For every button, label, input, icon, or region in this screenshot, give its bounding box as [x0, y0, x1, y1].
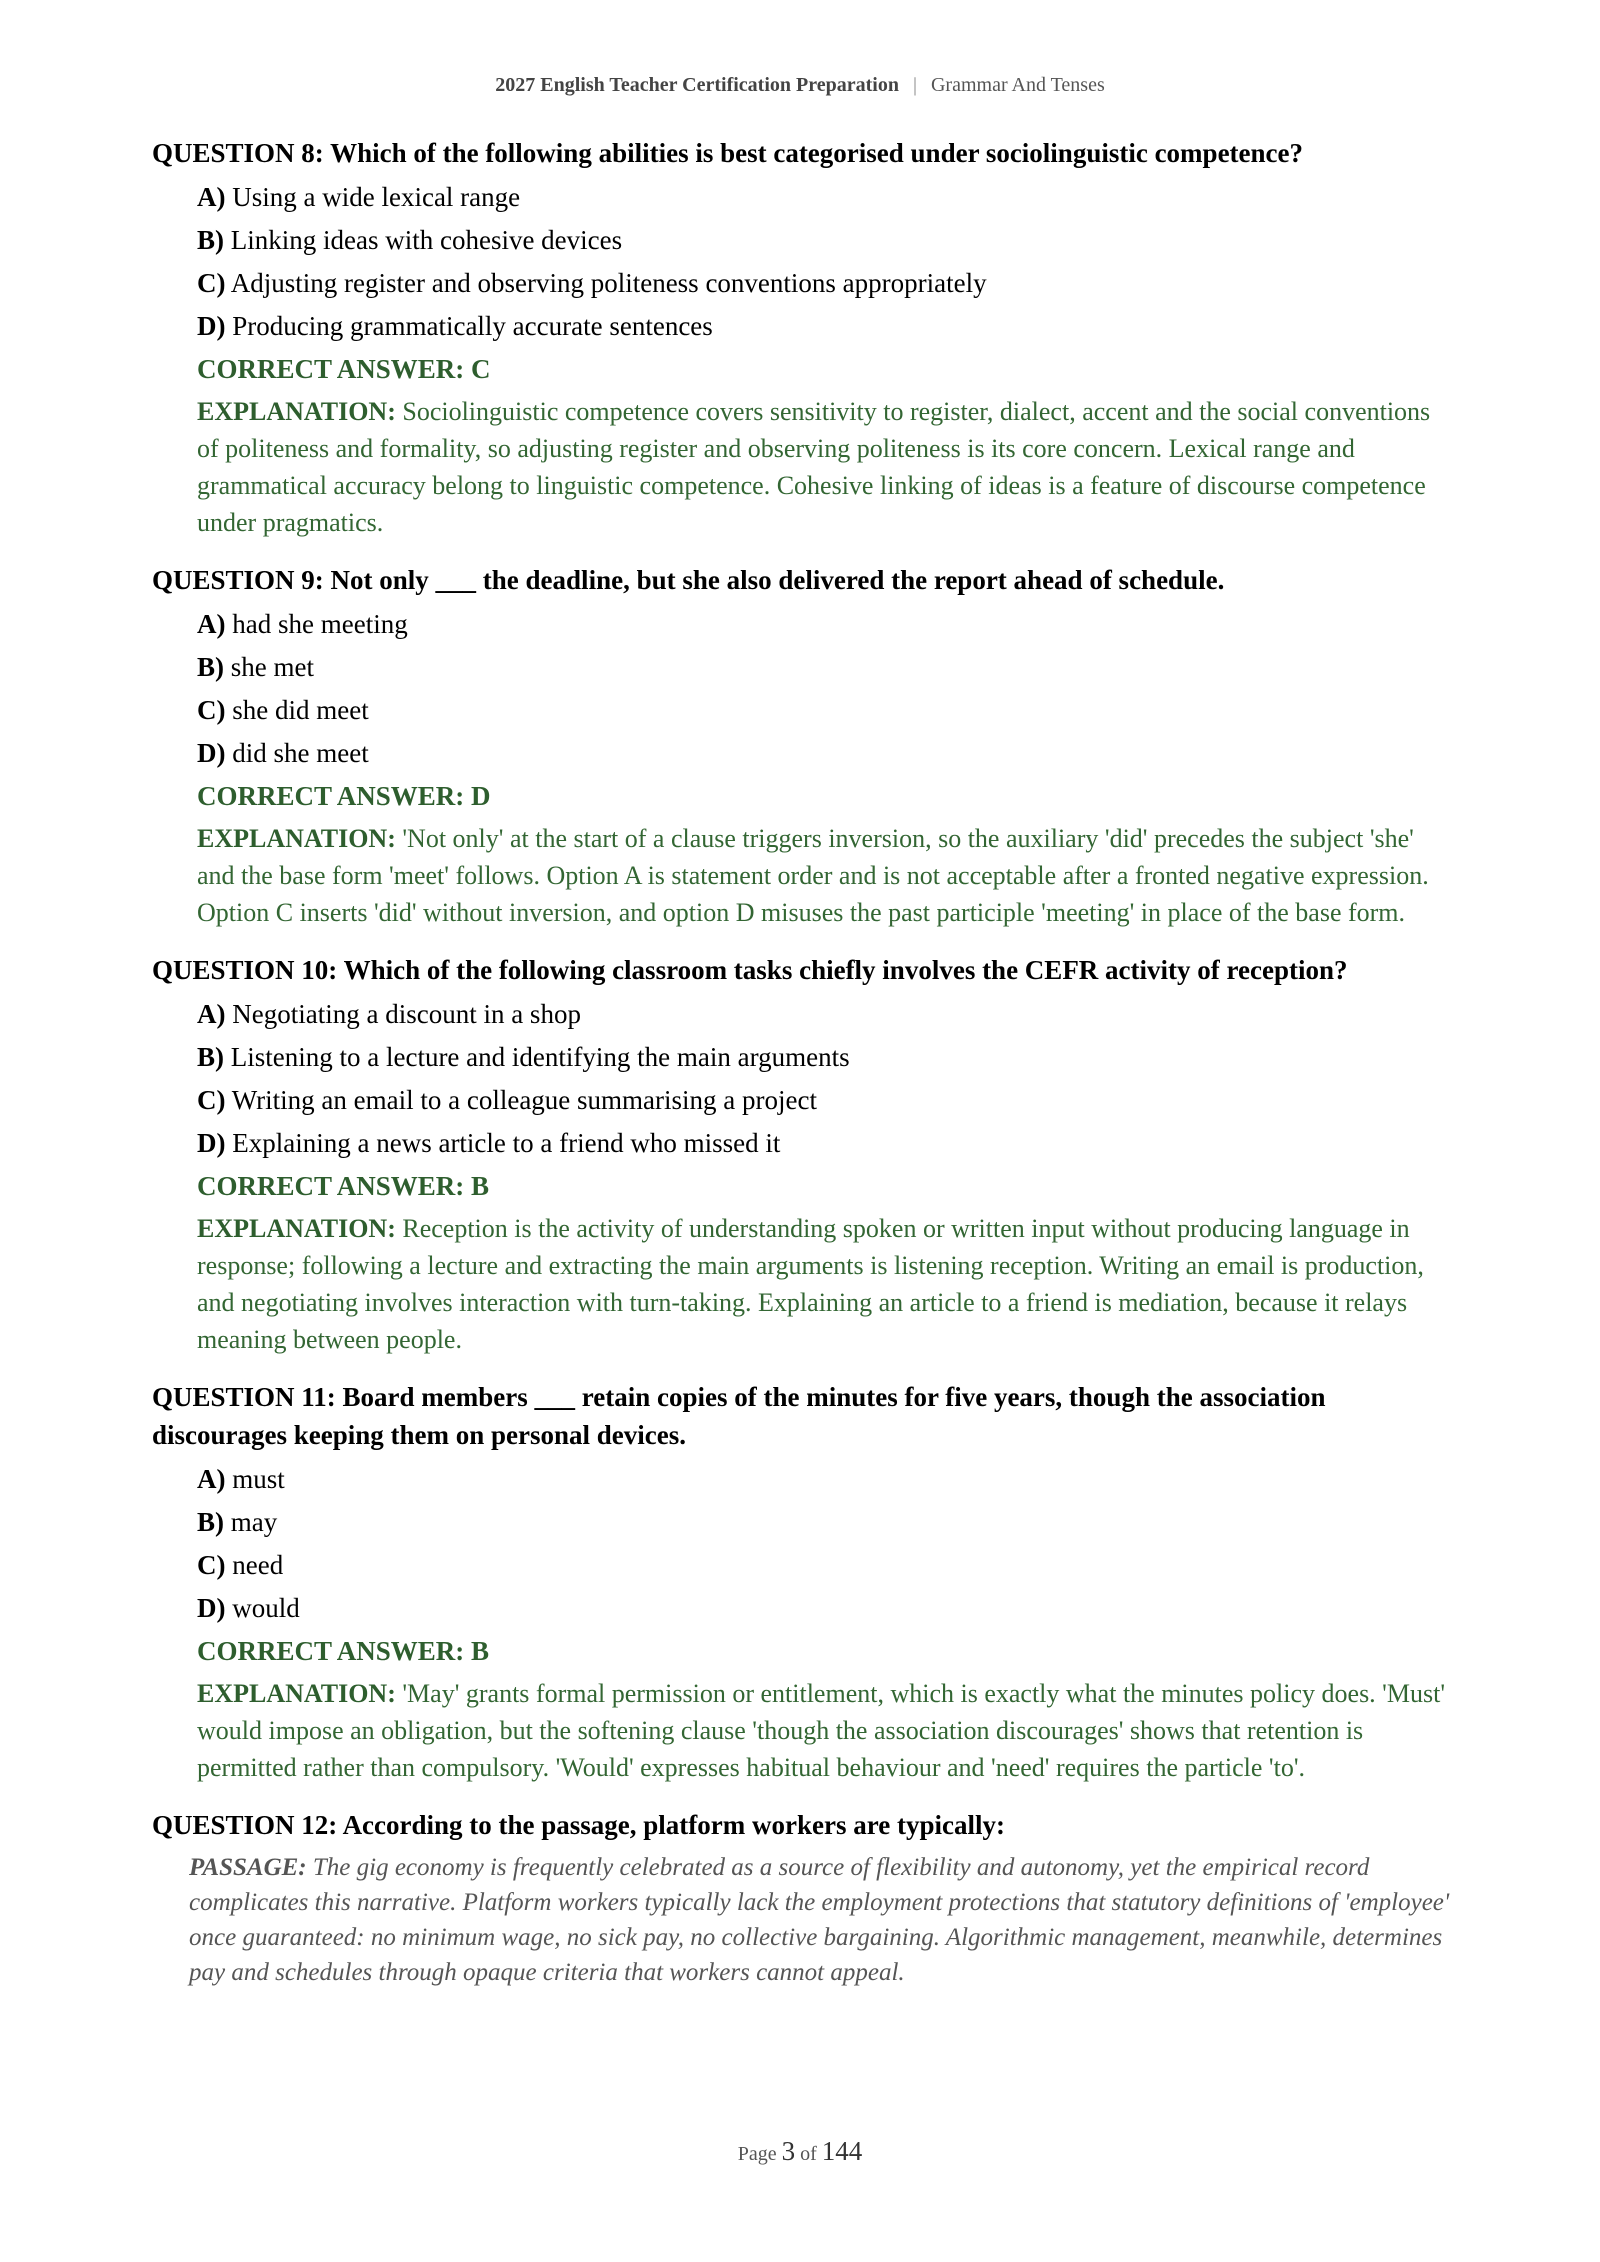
page-total: 144	[821, 2136, 863, 2166]
question-heading	[152, 951, 1452, 989]
option-letter: C)	[197, 268, 226, 298]
correct-answer: CORRECT ANSWER: D	[197, 781, 491, 811]
question-text: Which of the following abilities is best categorised under sociolinguistic competence?	[330, 138, 1304, 168]
option-d	[197, 305, 1452, 348]
option-letter: A)	[197, 1464, 226, 1494]
option-text: Adjusting register and observing politeness conventions appropriately	[230, 268, 987, 298]
option-letter: B)	[197, 225, 224, 255]
explanation-text: 'Not only' at the start of a clause triggers inversion, so the auxiliary 'did' precedes the subject 'she' and the base form 'meet' follows. Option A is statement order and is not acceptable after a fronted negative expression. Option C inserts 'did' without inversion, and option D misuses the past participle 'meeting' in place of the base form.	[197, 824, 1429, 927]
question-label: QUESTION 9:	[152, 565, 324, 595]
option-d	[197, 1587, 1452, 1630]
option-d	[197, 732, 1452, 775]
option-letter: C)	[197, 1550, 226, 1580]
passage-label: PASSAGE:	[189, 1854, 307, 1881]
question-9	[152, 561, 1452, 931]
explanation-label: EXPLANATION:	[197, 1214, 396, 1243]
question-label: QUESTION 10:	[152, 955, 338, 985]
question-heading	[152, 1378, 1452, 1454]
option-d	[197, 1122, 1452, 1165]
question-label: QUESTION 12:	[152, 1810, 338, 1840]
header-subtitle: Grammar And Tenses	[930, 74, 1105, 96]
option-c	[197, 1544, 1452, 1587]
explanation	[197, 393, 1452, 541]
question-text: According to the passage, platform workers are typically:	[342, 1810, 1005, 1840]
option-list	[197, 1458, 1452, 1630]
page-number: 3	[781, 2136, 796, 2166]
option-b	[197, 219, 1452, 262]
header-separator: |	[912, 74, 917, 96]
option-list	[197, 603, 1452, 775]
option-letter: B)	[197, 1507, 224, 1537]
option-letter: D)	[197, 1593, 226, 1623]
option-text: she met	[230, 652, 314, 682]
correct-answer: CORRECT ANSWER: C	[197, 354, 491, 384]
option-text: Using a wide lexical range	[232, 182, 521, 212]
option-letter: B)	[197, 652, 224, 682]
explanation	[197, 1210, 1452, 1358]
explanation-text: Reception is the activity of understanding spoken or written input without producing language in response; following a lecture and extracting the main arguments is listening reception. Writing an email is production, and negotiating involves interaction with turn-taking. Explaining an article to a friend is mediation, because it relays meaning between people.	[197, 1214, 1424, 1354]
page-footer	[0, 2136, 1600, 2167]
option-letter: D)	[197, 1128, 226, 1158]
explanation	[197, 1675, 1452, 1786]
option-text: Linking ideas with cohesive devices	[230, 225, 623, 255]
option-a	[197, 1458, 1452, 1501]
question-label: QUESTION 8:	[152, 138, 324, 168]
question-11	[152, 1378, 1452, 1786]
option-letter: C)	[197, 695, 226, 725]
option-text: Listening to a lecture and identifying the main arguments	[230, 1042, 850, 1072]
option-text: Negotiating a discount in a shop	[232, 999, 581, 1029]
passage-text: The gig economy is frequently celebrated as a source of flexibility and autonomy, yet the empirical record complicates this narrative. Platform workers typically lack the employment protections that statutory definitions of 'employee' once guaranteed: no minimum wage, no sick pay, no collective bargaining. Algorithmic management, meanwhile, determines pay and schedules through opaque criteria that workers cannot appeal.	[189, 1854, 1450, 1986]
explanation-label: EXPLANATION:	[197, 824, 396, 853]
option-letter: A)	[197, 999, 226, 1029]
correct-answer: CORRECT ANSWER: B	[197, 1636, 490, 1666]
option-b	[197, 1036, 1452, 1079]
question-10	[152, 951, 1452, 1358]
explanation-label: EXPLANATION:	[197, 1679, 396, 1708]
option-letter: A)	[197, 609, 226, 639]
option-text: need	[232, 1550, 284, 1580]
option-a	[197, 993, 1452, 1036]
option-list	[197, 993, 1452, 1165]
option-text: Explaining a news article to a friend who missed it	[232, 1128, 781, 1158]
option-letter: D)	[197, 738, 226, 768]
question-text: Board members ___ retain copies of the minutes for five years, though the association discourages keeping them on personal devices.	[152, 1382, 1326, 1450]
header-title: 2027 English Teacher Certification Preparation	[495, 74, 899, 96]
question-list	[152, 134, 1452, 2010]
option-letter: B)	[197, 1042, 224, 1072]
explanation-text: Sociolinguistic competence covers sensitivity to register, dialect, accent and the social conventions of politeness and formality, so adjusting register and observing politeness is its core concern. Lexical range and grammatical accuracy belong to linguistic competence. Cohesive linking of ideas is a feature of discourse competence under pragmatics.	[197, 397, 1431, 537]
option-b	[197, 1501, 1452, 1544]
option-text: had she meeting	[232, 609, 408, 639]
option-c	[197, 1079, 1452, 1122]
option-a	[197, 176, 1452, 219]
explanation-label: EXPLANATION:	[197, 397, 396, 426]
option-b	[197, 646, 1452, 689]
option-text: Producing grammatically accurate sentences	[232, 311, 713, 341]
option-a	[197, 603, 1452, 646]
option-list	[197, 176, 1452, 348]
question-heading	[152, 561, 1452, 599]
option-text: she did meet	[232, 695, 369, 725]
question-heading	[152, 1806, 1452, 1844]
correct-answer: CORRECT ANSWER: B	[197, 1171, 490, 1201]
question-12	[152, 1806, 1452, 1990]
question-heading	[152, 134, 1452, 172]
running-header	[0, 74, 1600, 97]
page-word: Page	[737, 2143, 777, 2165]
option-text: would	[232, 1593, 300, 1623]
question-8	[152, 134, 1452, 541]
explanation	[197, 820, 1452, 931]
question-text: Not only ___ the deadline, but she also delivered the report ahead of schedule.	[330, 565, 1225, 595]
option-text: Writing an email to a colleague summarising a project	[231, 1085, 817, 1115]
reading-passage	[189, 1850, 1452, 1990]
option-letter: C)	[197, 1085, 226, 1115]
option-c	[197, 689, 1452, 732]
question-label: QUESTION 11:	[152, 1382, 336, 1412]
of-word: of	[800, 2143, 817, 2165]
option-text: may	[230, 1507, 278, 1537]
explanation-text: 'May' grants formal permission or entitlement, which is exactly what the minutes policy does. 'Must' would impose an obligation, but the softening clause 'though the association discourages' shows that retention is permitted rather than compulsory. 'Would' expresses habitual behaviour and 'need' requires the particle 'to'.	[197, 1679, 1446, 1782]
option-c	[197, 262, 1452, 305]
question-text: Which of the following classroom tasks chiefly involves the CEFR activity of reception?	[343, 955, 1348, 985]
option-letter: A)	[197, 182, 226, 212]
option-text: must	[232, 1464, 285, 1494]
option-text: did she meet	[232, 738, 369, 768]
option-letter: D)	[197, 311, 226, 341]
